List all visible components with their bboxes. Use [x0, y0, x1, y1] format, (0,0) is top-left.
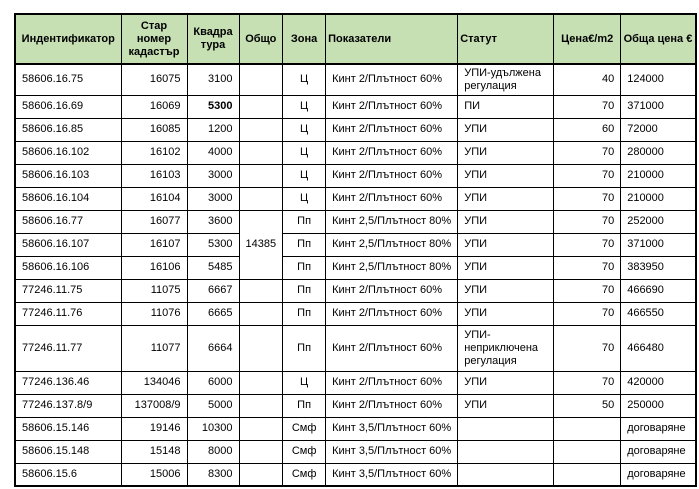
cell-zone: Пп	[283, 279, 326, 302]
cell-price_per_m2: 70	[554, 256, 621, 279]
cell-old_num: 15006	[121, 463, 187, 486]
cell-total_price: 383950	[621, 256, 696, 279]
table-head	[15, 14, 696, 64]
cell-area: 5000	[187, 394, 239, 417]
cell-id: 77246.136.46	[15, 371, 121, 394]
table-row	[15, 64, 696, 95]
cell-zone: Ц	[283, 371, 326, 394]
cell-price_per_m2: 70	[554, 210, 621, 233]
cell-price_per_m2: 70	[554, 279, 621, 302]
cell-old_num: 137008/9	[121, 394, 187, 417]
cell-zone: Пп	[283, 325, 326, 371]
cell-price_per_m2: 60	[554, 118, 621, 141]
cell-id: 58606.16.69	[15, 95, 121, 118]
cell-old_num: 11077	[121, 325, 187, 371]
cell-area: 5485	[187, 256, 239, 279]
cell-price_per_m2: 70	[554, 95, 621, 118]
cell-zone: Смф	[283, 463, 326, 486]
cell-indicators: Кинт 2,5/Плътност 80%	[326, 256, 458, 279]
cell-total_price: договаряне	[621, 417, 696, 440]
cell-id: 58606.16.106	[15, 256, 121, 279]
cell-zone: Пп	[283, 233, 326, 256]
cell-price_per_m2: 70	[554, 302, 621, 325]
cell-total_price: 371000	[621, 233, 696, 256]
cell-indicators: Кинт 2/Плътност 60%	[326, 302, 458, 325]
table-row	[15, 302, 696, 325]
cell-area: 3600	[187, 210, 239, 233]
cell-area: 6667	[187, 279, 239, 302]
cell-total_price: 210000	[621, 187, 696, 210]
cell-old_num: 16102	[121, 141, 187, 164]
cell-total_price: 420000	[621, 371, 696, 394]
column-header-indicators: Показатели	[326, 14, 458, 64]
cell-indicators: Кинт 2/Плътност 60%	[326, 394, 458, 417]
cell-status: УПИ	[458, 141, 554, 164]
cell-total_area	[239, 302, 283, 325]
column-header-total_area: Общо	[239, 14, 283, 64]
cell-indicators: Кинт 2/Плътност 60%	[326, 325, 458, 371]
cell-total_area: 14385	[239, 210, 283, 279]
cell-price_per_m2: 70	[554, 164, 621, 187]
cell-status: ПИ	[458, 95, 554, 118]
cell-total_area	[239, 463, 283, 486]
cell-total_price: 250000	[621, 394, 696, 417]
cell-total_price: 466480	[621, 325, 696, 371]
cell-indicators: Кинт 2/Плътност 60%	[326, 279, 458, 302]
cell-status: УПИ	[458, 394, 554, 417]
table-row	[15, 279, 696, 302]
cell-old_num: 16103	[121, 164, 187, 187]
cell-total_price: договаряне	[621, 463, 696, 486]
cell-old_num: 16069	[121, 95, 187, 118]
cell-total_price: 72000	[621, 118, 696, 141]
cell-old_num: 16107	[121, 233, 187, 256]
cell-indicators: Кинт 3,5/Плътност 60%	[326, 440, 458, 463]
cell-status: УПИ	[458, 256, 554, 279]
cell-zone: Пп	[283, 210, 326, 233]
cell-id: 77246.137.8/9	[15, 394, 121, 417]
table-body	[15, 64, 696, 486]
cell-price_per_m2: 70	[554, 325, 621, 371]
cell-zone: Смф	[283, 417, 326, 440]
cell-indicators: Кинт 2/Плътност 60%	[326, 95, 458, 118]
cell-area: 8300	[187, 463, 239, 486]
cell-id: 77246.11.76	[15, 302, 121, 325]
cell-indicators: Кинт 2/Плътност 60%	[326, 141, 458, 164]
cell-total_price: 466550	[621, 302, 696, 325]
cell-area: 10300	[187, 417, 239, 440]
cell-total_area	[239, 440, 283, 463]
cell-price_per_m2	[554, 463, 621, 486]
table-row	[15, 256, 696, 279]
cell-zone: Ц	[283, 141, 326, 164]
column-header-price_per_m2: Цена€/m2	[554, 14, 621, 64]
cell-old_num: 11075	[121, 279, 187, 302]
cell-old_num: 134046	[121, 371, 187, 394]
cell-zone: Пп	[283, 256, 326, 279]
cell-zone: Смф	[283, 440, 326, 463]
cell-status	[458, 417, 554, 440]
cell-indicators: Кинт 2/Плътност 60%	[326, 118, 458, 141]
cell-total_area	[239, 95, 283, 118]
cell-old_num: 16077	[121, 210, 187, 233]
column-header-id: Индентификатор	[15, 14, 121, 64]
table-row	[15, 463, 696, 486]
table-row	[15, 371, 696, 394]
cell-total_area	[239, 141, 283, 164]
table-row	[15, 118, 696, 141]
cell-total_area	[239, 279, 283, 302]
cell-area: 6000	[187, 371, 239, 394]
cell-id: 58606.16.107	[15, 233, 121, 256]
cell-id: 58606.15.6	[15, 463, 121, 486]
cell-id: 58606.16.102	[15, 141, 121, 164]
cell-area: 3000	[187, 164, 239, 187]
cell-status: УПИ	[458, 302, 554, 325]
cell-indicators: Кинт 3,5/Плътност 60%	[326, 463, 458, 486]
cell-indicators: Кинт 2,5/Плътност 80%	[326, 233, 458, 256]
cell-total_price: 252000	[621, 210, 696, 233]
cell-old_num: 11076	[121, 302, 187, 325]
cell-status: УПИ-неприключена регулация	[458, 325, 554, 371]
cell-status: УПИ	[458, 233, 554, 256]
cell-total_price: 280000	[621, 141, 696, 164]
cell-total_area	[239, 164, 283, 187]
cell-price_per_m2: 40	[554, 64, 621, 95]
cell-area: 8000	[187, 440, 239, 463]
cell-zone: Ц	[283, 187, 326, 210]
cell-status: УПИ	[458, 187, 554, 210]
cell-area: 6665	[187, 302, 239, 325]
cell-indicators: Кинт 2/Плътност 60%	[326, 371, 458, 394]
cell-id: 58606.16.104	[15, 187, 121, 210]
cell-status: УПИ	[458, 118, 554, 141]
cell-old_num: 16104	[121, 187, 187, 210]
cell-id: 58606.16.85	[15, 118, 121, 141]
cell-total_price: 371000	[621, 95, 696, 118]
table-row	[15, 417, 696, 440]
cell-indicators: Кинт 2/Плътност 60%	[326, 187, 458, 210]
table-row	[15, 325, 696, 371]
column-header-old_num: Стар номер кадастър	[121, 14, 187, 64]
cell-id: 58606.15.148	[15, 440, 121, 463]
cell-indicators: Кинт 2/Плътност 60%	[326, 64, 458, 95]
cell-area: 6664	[187, 325, 239, 371]
cell-price_per_m2: 70	[554, 187, 621, 210]
cell-total_price: 124000	[621, 64, 696, 95]
cell-old_num: 16075	[121, 64, 187, 95]
cell-zone: Ц	[283, 164, 326, 187]
cell-status: УПИ	[458, 371, 554, 394]
cell-indicators: Кинт 2/Плътност 60%	[326, 164, 458, 187]
cell-id: 77246.11.77	[15, 325, 121, 371]
cell-status: УПИ	[458, 210, 554, 233]
cell-total_price: договаряне	[621, 440, 696, 463]
cell-total_area	[239, 417, 283, 440]
cell-area: 3100	[187, 64, 239, 95]
cell-id: 58606.16.75	[15, 64, 121, 95]
cell-price_per_m2	[554, 417, 621, 440]
cell-price_per_m2: 70	[554, 141, 621, 164]
table-row	[15, 95, 696, 118]
cell-id: 58606.16.77	[15, 210, 121, 233]
cell-area: 3000	[187, 187, 239, 210]
cell-status	[458, 463, 554, 486]
cell-zone: Пп	[283, 394, 326, 417]
column-header-zone: Зона	[283, 14, 326, 64]
cell-total_area	[239, 118, 283, 141]
cell-indicators: Кинт 3,5/Плътност 60%	[326, 417, 458, 440]
cell-area: 5300	[187, 233, 239, 256]
cell-zone: Ц	[283, 118, 326, 141]
column-header-total_price: Обща цена €	[621, 14, 696, 64]
cell-id: 77246.11.75	[15, 279, 121, 302]
cell-zone: Ц	[283, 95, 326, 118]
cell-status	[458, 440, 554, 463]
table-row	[15, 210, 696, 233]
cell-total_price: 466690	[621, 279, 696, 302]
cell-id: 58606.16.103	[15, 164, 121, 187]
cell-zone: Пп	[283, 302, 326, 325]
column-header-area: Квадра тура	[187, 14, 239, 64]
cell-old_num: 19146	[121, 417, 187, 440]
cell-status: УПИ	[458, 164, 554, 187]
parcels-table	[14, 13, 697, 487]
table-row	[15, 141, 696, 164]
cell-old_num: 16106	[121, 256, 187, 279]
cell-price_per_m2	[554, 440, 621, 463]
table-row	[15, 164, 696, 187]
cell-area: 5300	[187, 95, 239, 118]
cell-total_area	[239, 187, 283, 210]
cell-price_per_m2: 70	[554, 371, 621, 394]
column-header-status: Статут	[458, 14, 554, 64]
table-row	[15, 394, 696, 417]
cell-area: 1200	[187, 118, 239, 141]
cell-total_area	[239, 394, 283, 417]
cell-indicators: Кинт 2,5/Плътност 80%	[326, 210, 458, 233]
table-row	[15, 440, 696, 463]
cell-price_per_m2: 50	[554, 394, 621, 417]
cell-total_price: 210000	[621, 164, 696, 187]
header-row	[15, 14, 696, 64]
cell-total_area	[239, 64, 283, 95]
cell-old_num: 15148	[121, 440, 187, 463]
cell-price_per_m2: 70	[554, 233, 621, 256]
cell-status: УПИ-удължена регулация	[458, 64, 554, 95]
cell-old_num: 16085	[121, 118, 187, 141]
cell-zone: Ц	[283, 64, 326, 95]
cell-total_area	[239, 371, 283, 394]
cell-total_area	[239, 325, 283, 371]
table-row	[15, 233, 696, 256]
table-row	[15, 187, 696, 210]
cell-id: 58606.15.146	[15, 417, 121, 440]
cell-area: 4000	[187, 141, 239, 164]
cell-status: УПИ	[458, 279, 554, 302]
